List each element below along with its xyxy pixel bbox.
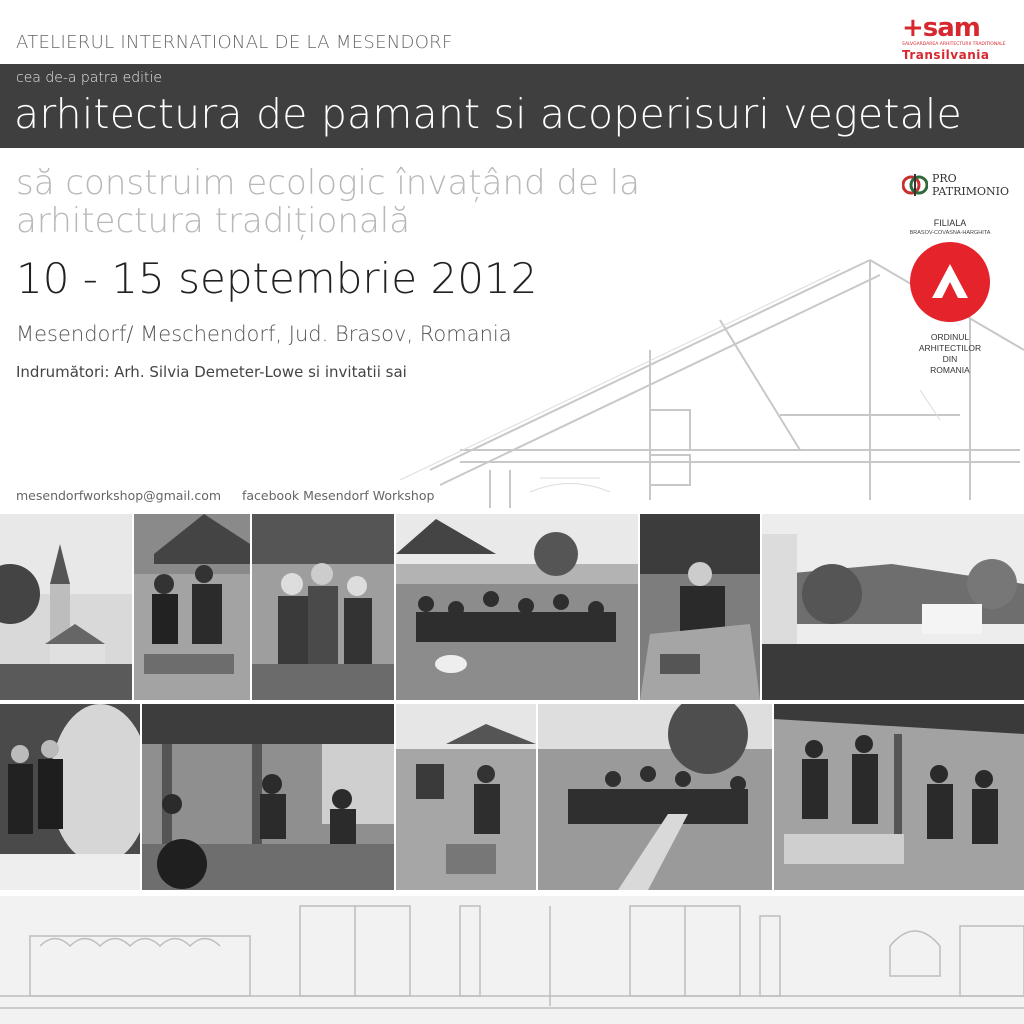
pro-patrimonio-line1: PRO <box>932 172 957 185</box>
photo-church-village <box>0 514 132 700</box>
edition-label: cea de-a patra editie <box>16 70 163 86</box>
oar-filiala-label: FILIALA <box>933 218 967 228</box>
photo-group-garden <box>538 704 772 890</box>
oar-name-line: ROMANIA <box>930 365 970 375</box>
photo-stone-work <box>640 514 760 700</box>
oar-name-line: DIN <box>942 354 958 364</box>
event-location: Mesendorf/ Meschendorf, Jud. Brasov, Romania <box>16 322 512 346</box>
photo-horse-yard <box>396 704 536 890</box>
mentors-line: Indrumători: Arh. Silvia Demeter-Lowe si invitatii sai <box>16 363 407 381</box>
oar-roof-mark-icon <box>910 242 990 322</box>
contact-email[interactable]: mesendorfworkshop@gmail.com <box>16 488 222 503</box>
photo-village-street <box>762 514 1024 700</box>
photo-shelter-seated <box>774 704 1024 890</box>
pro-patrimonio-mark-icon <box>902 172 928 198</box>
photo-lime-smoke <box>0 704 140 890</box>
photo-barn-gathering <box>142 704 394 890</box>
sam-logo-subtitle: SALVGARDAREA ARHITECTURII TRADITIONALE <box>902 42 1006 47</box>
pro-patrimonio-logo <box>902 170 1012 200</box>
photo-group-seated-courtyard <box>396 514 638 700</box>
slogan: să construim ecologic învațând de la arhitectura tradițională <box>16 163 641 241</box>
organizer-title: ATELIERUL INTERNATIONAL DE LA MESENDORF <box>16 32 453 53</box>
oar-name-line: ORDINUL <box>930 332 970 342</box>
sam-logo-region: Transilvania <box>902 48 990 62</box>
workshop-title: arhitectura de pamant si acoperisuri vegetale <box>14 90 962 138</box>
pro-patrimonio-line2: PATRIMONIO <box>932 185 1009 198</box>
oar-region-label: BRASOV-COVASNA-HARGHITA <box>909 230 991 236</box>
photo-workers-beam <box>134 514 250 700</box>
oar-name <box>880 332 1020 376</box>
sam-logo-word: +sam <box>902 13 980 43</box>
photo-group-smiling <box>252 514 394 700</box>
event-dates: 10 - 15 septembrie 2012 <box>16 254 538 303</box>
sam-transilvania-logo <box>902 14 1004 62</box>
contact-facebook[interactable]: facebook Mesendorf Workshop <box>242 488 435 503</box>
facade-sketch-drawing <box>0 896 1024 1024</box>
oar-name-line: ARHITECTILOR <box>918 343 982 353</box>
